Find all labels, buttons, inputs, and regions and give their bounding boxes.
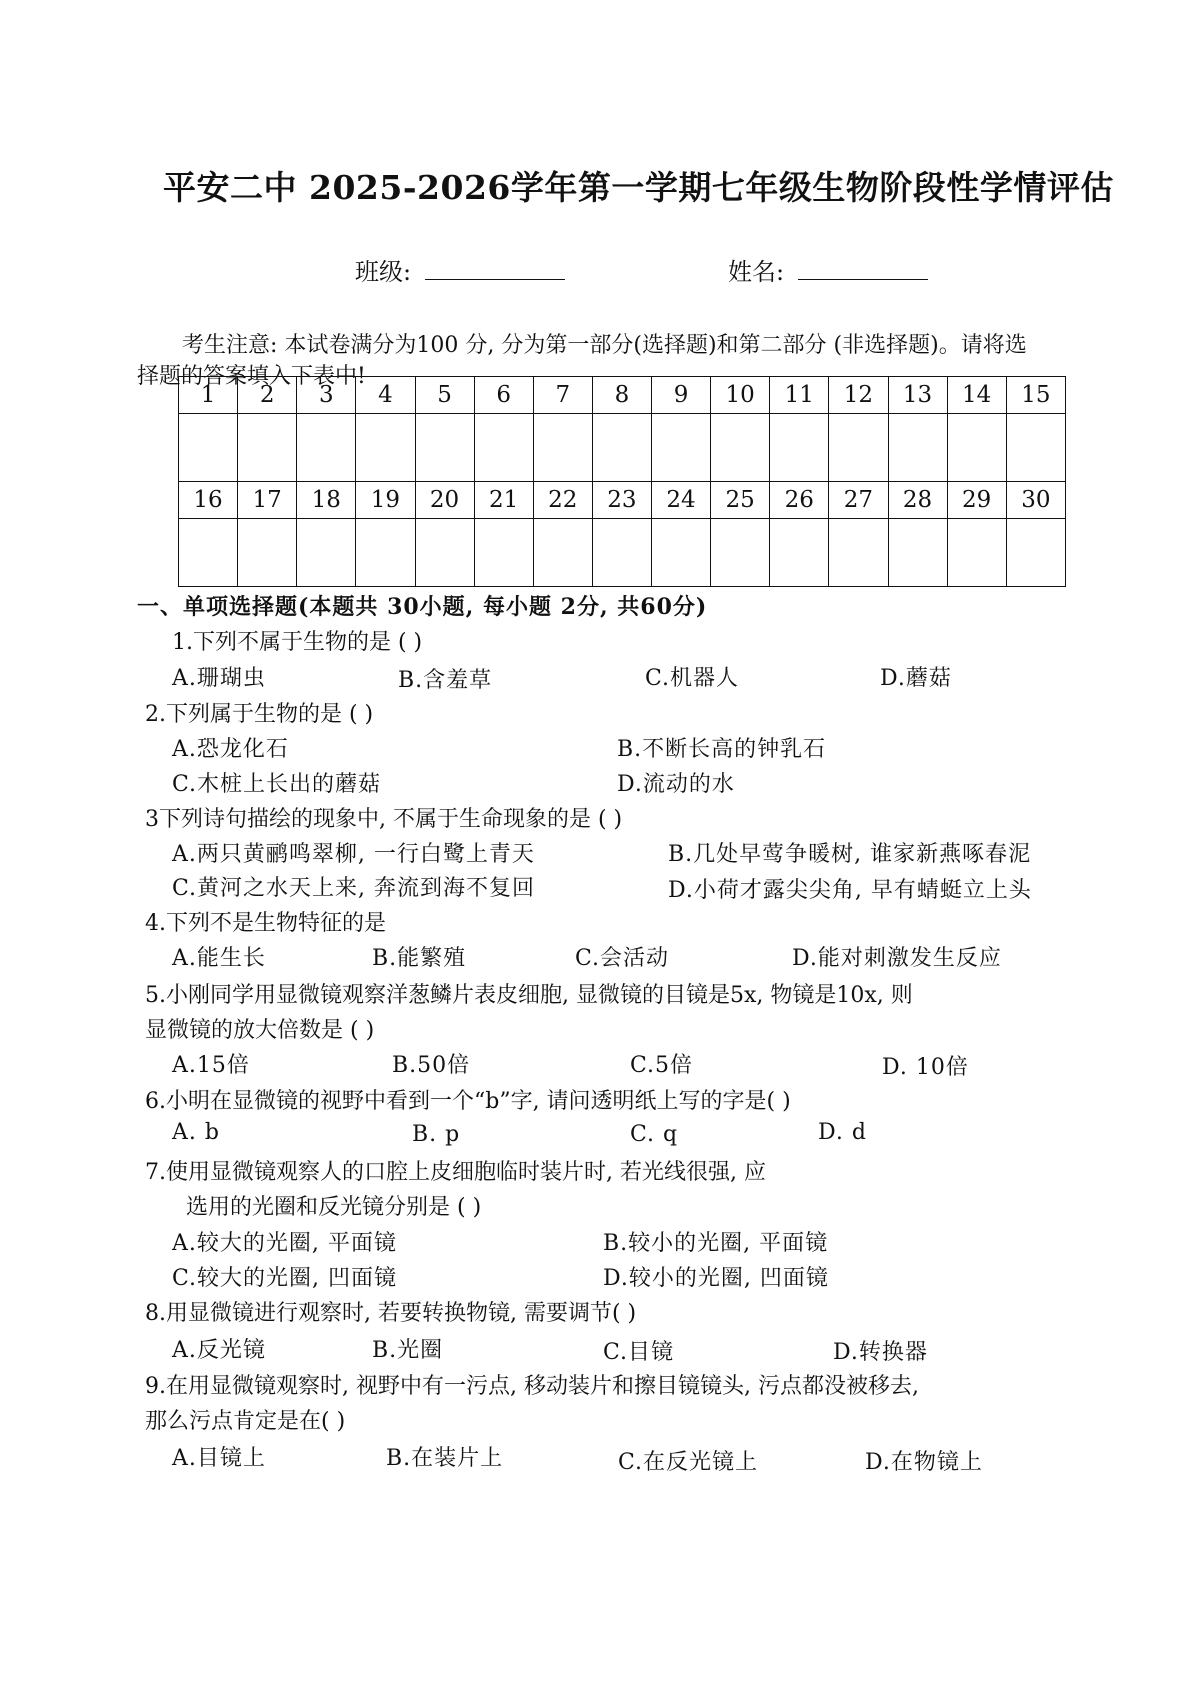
answer-cell[interactable] [238, 519, 297, 587]
answer-number: 22 [533, 482, 592, 519]
q9-option-b: B.在装片上 [386, 1446, 504, 1471]
answer-number: 27 [829, 482, 888, 519]
answer-cell[interactable] [770, 414, 829, 482]
answer-blank-row [179, 414, 1066, 482]
answer-number: 5 [415, 377, 474, 414]
page-title: 平安二中 2025-2026学年第一学期七年级生物阶段性学情评估 [163, 168, 1114, 207]
q6-option-a: A. b [172, 1120, 220, 1145]
answer-cell[interactable] [711, 519, 770, 587]
q3-option-a: A.两只黄鹂鸣翠柳, 一行白鹭上青天 [172, 842, 535, 867]
answer-number: 25 [711, 482, 770, 519]
question-5-stem: 5.小刚同学用显微镜观察洋葱鳞片表皮细胞, 显微镜的目镜是5x, 物镜是10x, 则 [145, 983, 913, 1008]
question-5-stem-cont: 显微镜的放大倍数是 ( ) [145, 1018, 375, 1043]
q1-option-a: A.珊瑚虫 [172, 666, 266, 691]
answer-cell[interactable] [356, 519, 415, 587]
answer-cell[interactable] [179, 414, 238, 482]
q5-option-b: B.50倍 [392, 1053, 471, 1078]
q8-option-d: D.转换器 [833, 1340, 928, 1365]
answer-cell[interactable] [238, 414, 297, 482]
q8-option-b: B.光圈 [372, 1338, 444, 1363]
q6-option-b: B. p [412, 1122, 461, 1147]
answer-number: 14 [947, 377, 1006, 414]
answer-cell[interactable] [888, 519, 947, 587]
q7-option-c: C.较大的光圈, 凹面镜 [172, 1266, 398, 1291]
q5-option-a: A.15倍 [172, 1053, 250, 1078]
answer-cell[interactable] [415, 519, 474, 587]
answer-blank-row [179, 519, 1066, 587]
answer-number: 29 [947, 482, 1006, 519]
answer-number: 17 [238, 482, 297, 519]
answer-number: 19 [356, 482, 415, 519]
answer-cell[interactable] [888, 414, 947, 482]
question-4-stem: 4.下列不是生物特征的是 [145, 911, 386, 936]
answer-number: 18 [297, 482, 356, 519]
q9-option-c: C.在反光镜上 [618, 1450, 759, 1475]
class-label: 班级: [355, 258, 412, 286]
q4-option-a: A.能生长 [172, 946, 266, 971]
answer-cell[interactable] [947, 414, 1006, 482]
question-1-stem: 1.下列不属于生物的是 ( ) [172, 630, 423, 655]
question-6-stem: 6.小明在显微镜的视野中看到一个“b”字, 请问透明纸上写的字是( ) [145, 1089, 791, 1114]
answer-number: 23 [592, 482, 651, 519]
notice-line-2: 择题的答案填入下表中! [137, 364, 366, 389]
class-field [355, 252, 565, 287]
answer-number: 24 [652, 482, 711, 519]
answer-number: 21 [474, 482, 533, 519]
q3-option-b: B.几处早莺争暖树, 谁家新燕啄春泥 [668, 842, 1032, 867]
answer-cell[interactable] [829, 519, 888, 587]
name-field [728, 252, 928, 287]
answer-number: 4 [356, 377, 415, 414]
answer-number: 7 [533, 377, 592, 414]
question-8-stem: 8.用显微镜进行观察时, 若要转换物镜, 需要调节( ) [145, 1301, 637, 1326]
answer-cell[interactable] [592, 519, 651, 587]
answer-number: 6 [474, 377, 533, 414]
answer-cell[interactable] [652, 519, 711, 587]
q7-option-d: D.较小的光圈, 凹面镜 [603, 1266, 829, 1291]
notice-line-1: 考生注意: 本试卷满分为100 分, 分为第一部分(选择题)和第二部分 (非选择题)。请将选 [182, 333, 1027, 358]
answer-number: 1 [179, 377, 238, 414]
answer-cell[interactable] [297, 519, 356, 587]
answer-number: 16 [179, 482, 238, 519]
answer-number: 26 [770, 482, 829, 519]
answer-cell[interactable] [474, 414, 533, 482]
q1-option-b: B.含羞草 [398, 668, 493, 693]
answer-cell[interactable] [711, 414, 770, 482]
q9-option-d: D.在物镜上 [865, 1450, 983, 1475]
q3-option-d: D.小荷才露尖尖角, 早有蜻蜓立上头 [668, 878, 1032, 903]
answer-number: 11 [770, 377, 829, 414]
answer-cell[interactable] [297, 414, 356, 482]
answer-number: 15 [1006, 377, 1065, 414]
answer-cell[interactable] [1006, 519, 1065, 587]
answer-number-row [179, 482, 1066, 519]
answer-cell[interactable] [533, 414, 592, 482]
q2-option-b: B.不断长高的钟乳石 [617, 737, 827, 762]
answer-number-row [179, 377, 1066, 414]
name-label: 姓名: [728, 258, 785, 286]
q4-option-d: D.能对刺激发生反应 [792, 946, 1002, 971]
section-heading: 一、单项选择题(本题共 30小题, 每小题 2分, 共60分) [137, 594, 708, 620]
answer-cell[interactable] [829, 414, 888, 482]
q2-option-d: D.流动的水 [617, 772, 735, 797]
q1-option-d: D.蘑菇 [880, 666, 952, 691]
question-2-stem: 2.下列属于生物的是 ( ) [145, 702, 374, 727]
answer-cell[interactable] [533, 519, 592, 587]
q6-option-c: C. q [630, 1122, 679, 1147]
answer-cell[interactable] [652, 414, 711, 482]
question-7-stem: 7.使用显微镜观察人的口腔上皮细胞临时装片时, 若光线很强, 应 [145, 1160, 766, 1185]
q7-option-b: B.较小的光圈, 平面镜 [603, 1231, 829, 1256]
q4-option-b: B.能繁殖 [372, 946, 467, 971]
question-9-stem: 9.在用显微镜观察时, 视野中有一污点, 移动装片和擦目镜镜头, 污点都没被移去, [145, 1374, 919, 1399]
q5-option-d: D. 10倍 [882, 1055, 969, 1080]
answer-cell[interactable] [179, 519, 238, 587]
answer-number: 20 [415, 482, 474, 519]
q6-option-d: D. d [818, 1120, 867, 1145]
q2-option-a: A.恐龙化石 [172, 737, 289, 762]
question-3-stem: 3下列诗句描绘的现象中, 不属于生命现象的是 ( ) [145, 807, 623, 832]
answer-number: 12 [829, 377, 888, 414]
q8-option-c: C.目镜 [603, 1340, 675, 1365]
answer-number: 2 [238, 377, 297, 414]
q2-option-c: C.木桩上长出的蘑菇 [172, 772, 382, 797]
name-blank[interactable] [798, 257, 928, 280]
answer-number: 30 [1006, 482, 1065, 519]
class-blank[interactable] [425, 257, 565, 280]
q4-option-c: C.会活动 [575, 946, 670, 971]
q5-option-c: C.5倍 [630, 1053, 694, 1078]
answer-number: 10 [711, 377, 770, 414]
q1-option-c: C.机器人 [645, 666, 740, 691]
answer-cell[interactable] [770, 519, 829, 587]
q9-option-a: A.目镜上 [172, 1446, 266, 1471]
answer-cell[interactable] [415, 414, 474, 482]
answer-number: 9 [652, 377, 711, 414]
answer-cell[interactable] [1006, 414, 1065, 482]
question-9-stem-cont: 那么污点肯定是在( ) [145, 1409, 346, 1434]
answer-number: 13 [888, 377, 947, 414]
answer-cell[interactable] [592, 414, 651, 482]
answer-cell[interactable] [474, 519, 533, 587]
question-7-stem-cont: 选用的光圈和反光镜分别是 ( ) [186, 1195, 482, 1220]
answer-cell[interactable] [947, 519, 1006, 587]
answer-number: 28 [888, 482, 947, 519]
q8-option-a: A.反光镜 [172, 1338, 266, 1363]
answer-cell[interactable] [356, 414, 415, 482]
q3-option-c: C.黄河之水天上来, 奔流到海不复回 [172, 876, 536, 901]
answer-number: 8 [592, 377, 651, 414]
answer-table [178, 376, 1066, 587]
q7-option-a: A.较大的光圈, 平面镜 [172, 1231, 397, 1256]
answer-number: 3 [297, 377, 356, 414]
